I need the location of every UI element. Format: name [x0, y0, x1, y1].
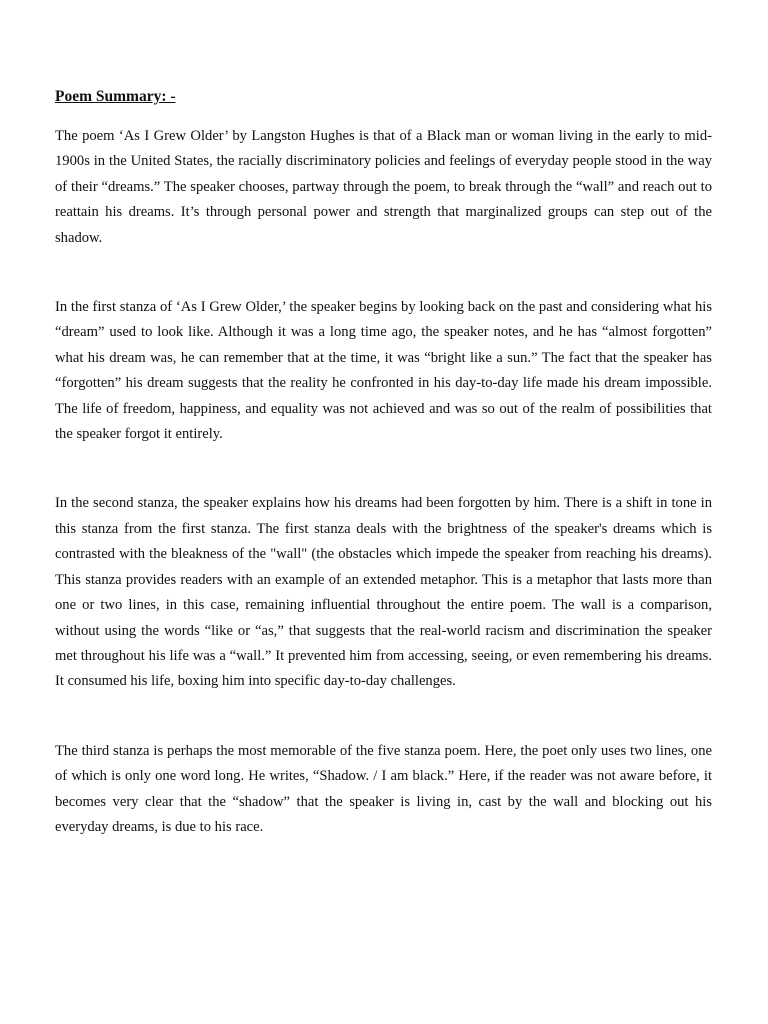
paragraph-second-stanza: In the second stanza, the speaker explains how his dreams had been forgotten by him. There is a shift in tone in this stanza from the first stanza. The first stanza deals with the brightness of the speaker's dreams which is contrasted with the bleakness of the "wall" (the obstacles which impede the speaker from reaching his dreams). This stanza provides readers with an example of an extended metaphor. This is a metaphor that lasts more than one or two lines, in this case, remaining influential throughout the entire poem. The wall is a comparison, without using the words “like or “as,” that suggests that the real-world racism and discrimination the speaker met throughout his life was a “wall.” It prevented him from accessing, seeing, or even remembering his dreams. It consumed his life, boxing him into specific day-to-day challenges. [55, 495, 712, 690]
paragraph-first-stanza: In the first stanza of ‘As I Grew Older,’ the speaker begins by looking back on the past and considering what his “dream” used to look like. Although it was a long time ago, the speaker notes, and he has “almost forgotten” what his dream was, he can remember that at the time, it was “bright like a sun.” The fact that the speaker has “forgotten” his dream suggests that the reality he confronted in his day-to-day life made his dream impossible. The life of freedom, happiness, and equality was not achieved and was so out of the realm of possibilities that the speaker forgot it entirely. [55, 299, 712, 443]
page-title: Poem Summary: - [55, 88, 176, 105]
document-body [55, 86, 712, 840]
paragraph-third-stanza: The third stanza is perhaps the most memorable of the five stanza poem. Here, the poet only uses two lines, one of which is only one word long. He writes, “Shadow. / I am black.” Here, if the reader was not aware before, it becomes very clear that the “shadow” that the speaker is living in, cast by the wall and blocking out his everyday dreams, is due to his race. [55, 742, 712, 835]
paragraph-intro: The poem ‘As I Grew Older’ by Langston Hughes is that of a Black man or woman living in the early to mid-1900s in the United States, the racially discriminatory policies and feelings of everyday people stood in the way of their “dreams.” The speaker chooses, partway through the poem, to break through the “wall” and reach out to reattain his dreams. It’s through personal power and strength that marginalized groups can step out of the shadow. [55, 128, 712, 246]
